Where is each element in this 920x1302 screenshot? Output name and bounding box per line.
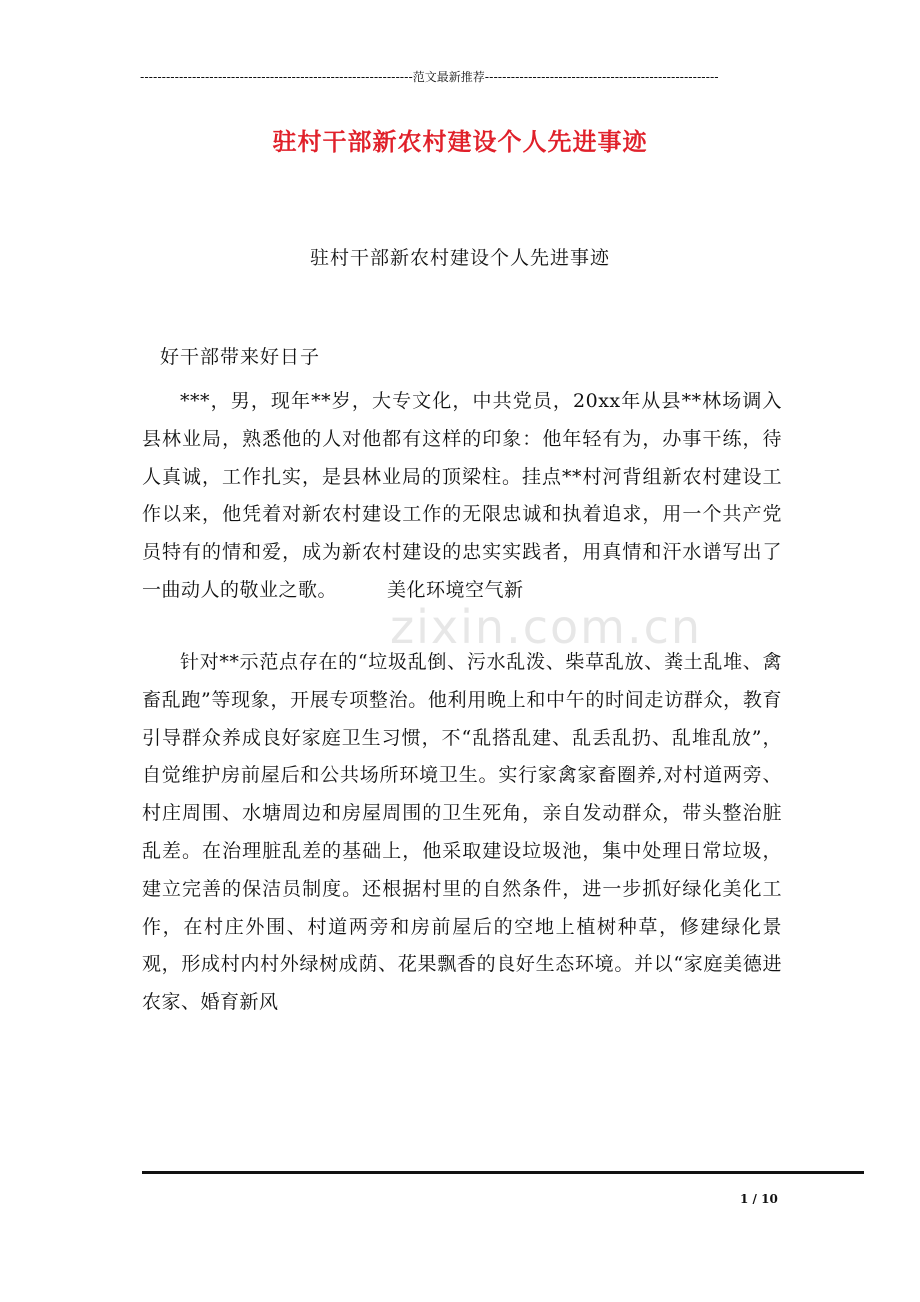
inline-heading: 美化环境空气新 [387, 578, 524, 601]
paragraph-2: 针对**示范点存在的“垃圾乱倒、污水乱泼、柴草乱放、粪土乱堆、禽畜乱跑”等现象，开展专项整治。他利用晚上和中午的时间走访群众，教育引导群众养成良好家庭卫生习惯，不“乱搭乱建、乱丢乱扔、乱堆乱放”，自觉维护房前屋后和公共场所环境卫生。实行家禽家畜圈养,对村道两旁、村庄周围、水塘周边和房屋周围的卫生死角，亲自发动群众，带头整治脏乱差。在治理脏乱差的基础上，他采取建设垃圾池，集中处理日常垃圾，建立完善的保洁员制度。还根据村里的自然条件，进一步抓好绿化美化工作，在村庄外围、村道两旁和房前屋后的空地上植树种草，修建绿化景观，形成村内村外绿树成荫、花果飘香的良好生态环境。并以“家庭美德进农家、婚育新风 [142, 651, 782, 1014]
paragraph-1-text: ***，男，现年**岁，大专文化，中共党员，20xx年从县**林场调入县林业局，熟悉他的人对他都有这样的印象：他年轻有为，办事干练，待人真诚，工作扎实，是县林业局的顶梁柱。挂点**村河背组新农村建设工作以来，他凭着对新农村建设工作的无限忠诚和执着追求，用一个共产党员特有的情和爱，成为新农村建设的忠实实践者，用真情和汗水谱写出了一曲动人的敬业之歌。 [142, 390, 782, 601]
document-title: 驻村干部新农村建设个人先进事迹 [272, 127, 648, 156]
header-banner: ---------------------------------------------------------------范文最新推荐------------------------------------------------------ [140, 70, 719, 84]
document-subtitle: 驻村干部新农村建设个人先进事迹 [309, 247, 610, 269]
paragraph-1 [142, 383, 782, 610]
section-heading: 好干部带来好日子 [160, 346, 321, 368]
page-number: 1 / 10 [740, 1192, 778, 1206]
watermark: zixin.com.cn [390, 600, 703, 654]
footer-rule [142, 1171, 864, 1174]
